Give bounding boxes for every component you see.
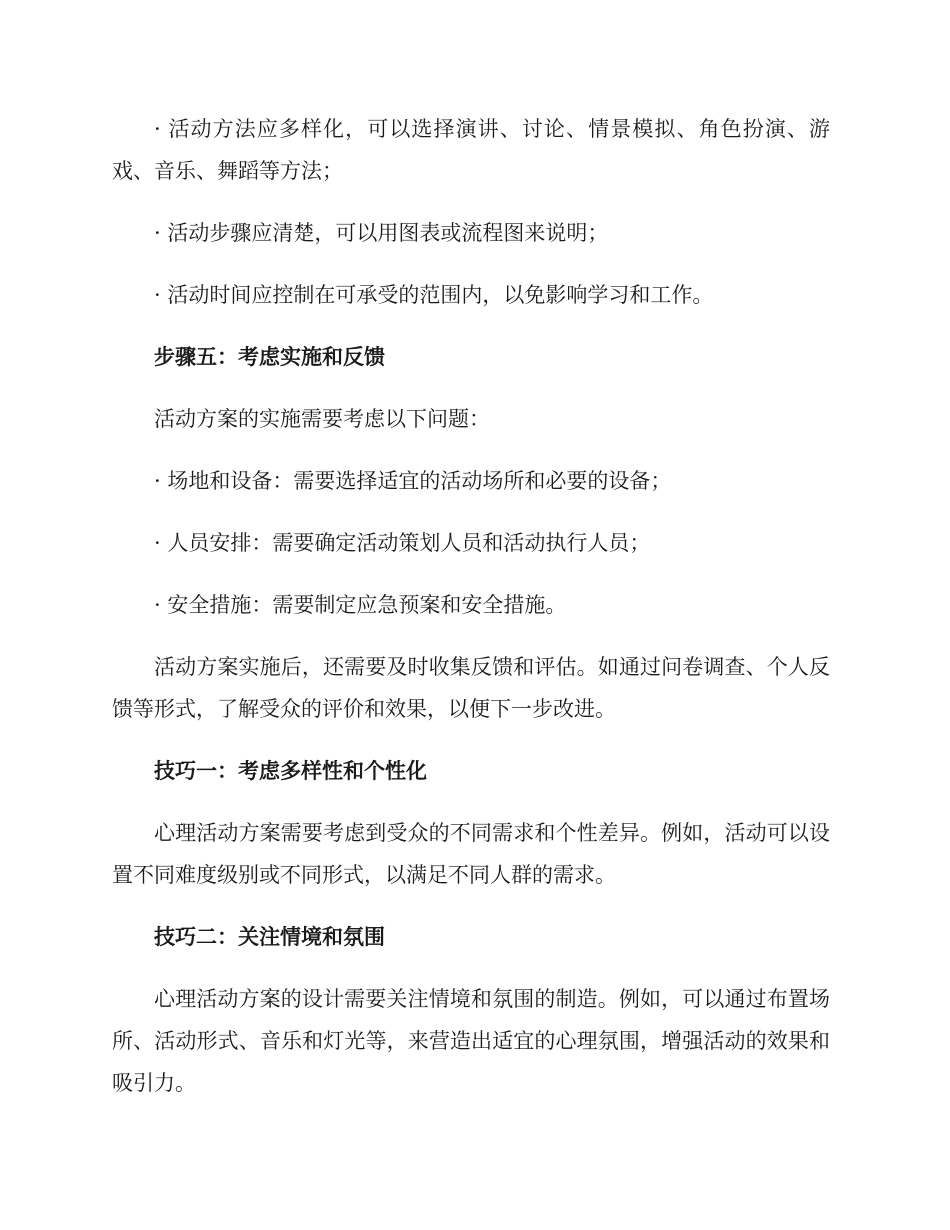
bullet-paragraph: · 活动步骤应清楚，可以用图表或流程图来说明；	[154, 221, 609, 245]
body-paragraph: 心理活动方案的设计需要关注情境和氛围的制造。例如，可以通过布置场所、活动形式、音乐和灯光等，来营造出适宜的心理氛围，增强活动的效果和吸引力。	[112, 987, 830, 1095]
section-heading: 技巧一：考虑多样性和个性化	[154, 759, 427, 783]
document-page	[112, 108, 830, 1124]
body-paragraph: 心理活动方案需要考虑到受众的不同需求和个性差异。例如，活动可以设置不同难度级别或不同形式，以满足不同人群的需求。	[112, 821, 830, 887]
bullet-paragraph: · 人员安排：需要确定活动策划人员和活动执行人员；	[154, 531, 651, 555]
bullet-paragraph: · 活动方法应多样化，可以选择演讲、讨论、情景模拟、角色扮演、游戏、音乐、舞蹈等方法；	[112, 117, 830, 183]
bullet-paragraph: · 场地和设备：需要选择适宜的活动场所和必要的设备；	[154, 469, 672, 493]
section-heading: 技巧二：关注情境和氛围	[154, 925, 385, 949]
bullet-paragraph: · 安全措施：需要制定应急预案和安全措施。	[154, 593, 567, 617]
section-heading: 步骤五：考虑实施和反馈	[154, 345, 385, 369]
body-paragraph: 活动方案的实施需要考虑以下问题：	[154, 407, 490, 431]
body-paragraph: 活动方案实施后，还需要及时收集反馈和评估。如通过问卷调查、个人反馈等形式，了解受众的评价和效果，以便下一步改进。	[112, 655, 830, 721]
bullet-paragraph: · 活动时间应控制在可承受的范围内，以免影响学习和工作。	[154, 283, 714, 307]
